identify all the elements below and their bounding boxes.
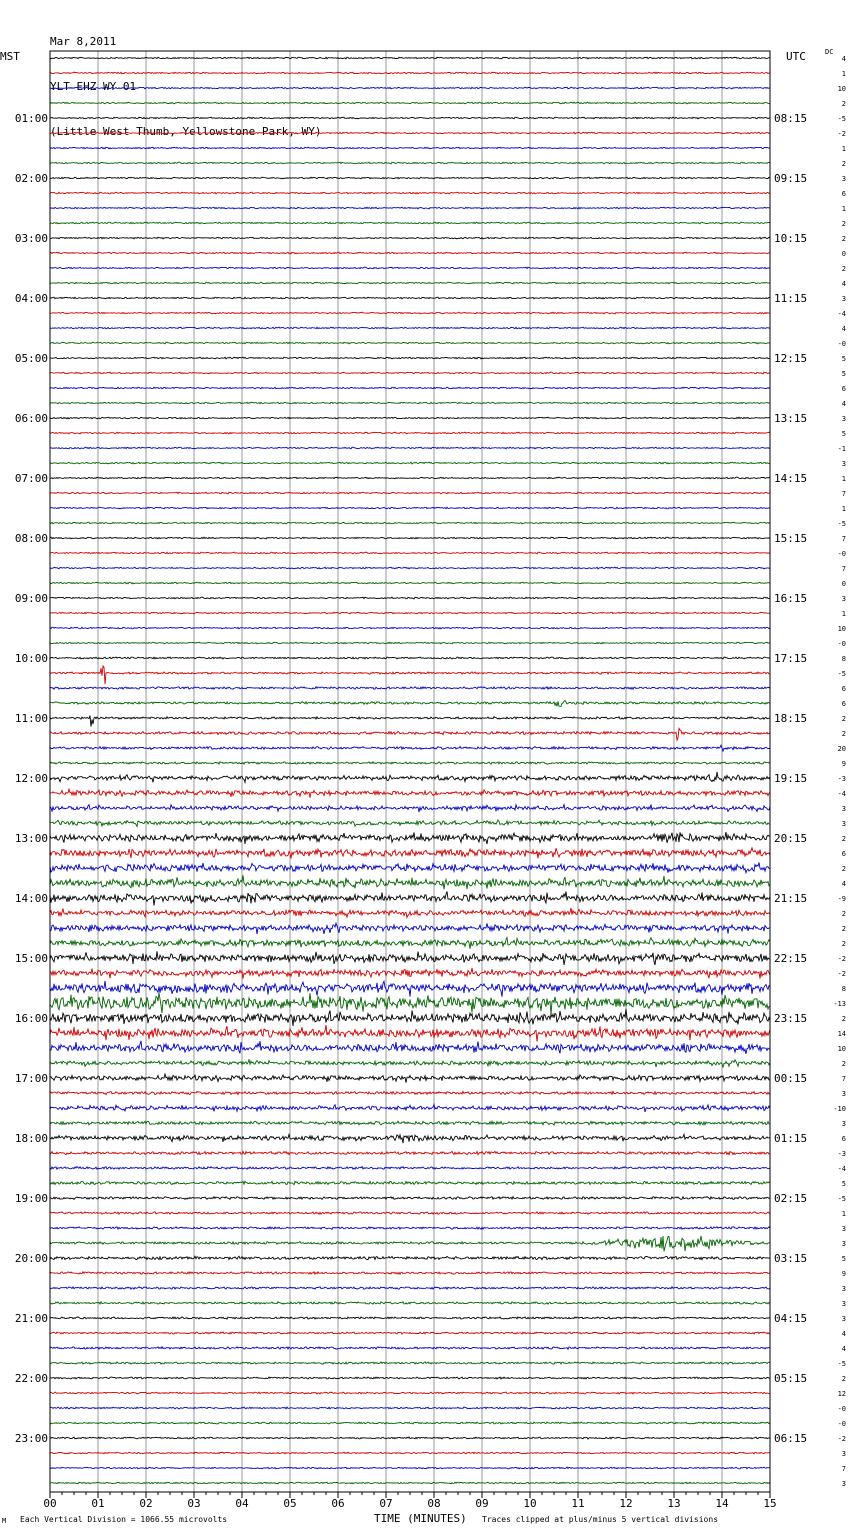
- dc-offset-label: -5: [837, 1360, 846, 1368]
- mst-hour-label: 05:00: [14, 352, 48, 365]
- trace-line: [50, 612, 770, 614]
- trace-line: [50, 1104, 770, 1112]
- dc-offset-label: 5: [841, 355, 846, 363]
- utc-hour-label: 02:15: [774, 1192, 808, 1205]
- x-tick-label: 03: [187, 1497, 201, 1510]
- trace-line: [50, 1452, 770, 1454]
- dc-offset-label: 9: [841, 1270, 846, 1278]
- trace-line: [50, 627, 770, 629]
- dc-offset-label: 3: [841, 805, 846, 813]
- mst-hour-label: 01:00: [14, 112, 48, 125]
- dc-offset-label: 4: [841, 55, 846, 63]
- mst-hour-label: 16:00: [14, 1012, 48, 1025]
- mst-hour-label: 22:00: [14, 1372, 48, 1385]
- minute-grid: [98, 51, 722, 1492]
- plot-axes: [15, 51, 846, 1510]
- footer-mark: M: [2, 1517, 7, 1525]
- trace-line: [50, 357, 770, 359]
- utc-axis-title: UTC: [786, 50, 806, 63]
- dc-offset-label: 4: [841, 325, 846, 333]
- trace-line: [50, 666, 770, 684]
- utc-hour-label: 21:15: [774, 892, 808, 905]
- x-axis-title: TIME (MINUTES): [374, 1512, 467, 1525]
- seismic-traces: [50, 57, 770, 1484]
- utc-hour-label: 09:15: [774, 172, 808, 185]
- dc-offset-label: 2: [841, 865, 846, 873]
- trace-line: [50, 1121, 770, 1125]
- mst-hour-label: 07:00: [14, 472, 48, 485]
- mst-axis-title: MST: [0, 50, 20, 63]
- utc-hour-label: 16:15: [774, 592, 808, 605]
- dc-offset-label: 10: [837, 85, 846, 93]
- mst-hour-label: 15:00: [14, 952, 48, 965]
- dc-column-title: DC: [825, 48, 834, 56]
- utc-hour-label: 15:15: [774, 532, 808, 545]
- trace-line: [50, 537, 770, 539]
- trace-line: [50, 207, 770, 209]
- dc-offset-label: -4: [837, 310, 846, 318]
- utc-hour-label: 10:15: [774, 232, 808, 245]
- trace-line: [50, 567, 770, 569]
- trace-line: [50, 805, 770, 813]
- trace-line: [50, 1151, 770, 1154]
- trace-line: [50, 908, 770, 918]
- dc-offset-label: 3: [841, 175, 846, 183]
- trace-line: [50, 820, 770, 827]
- trace-line: [50, 582, 770, 584]
- dc-offset-label: 3: [841, 1240, 846, 1248]
- dc-offset-label: 1: [841, 205, 846, 213]
- dc-offset-label: 2: [841, 910, 846, 918]
- trace-line: [50, 267, 770, 269]
- utc-hour-label: 03:15: [774, 1252, 808, 1265]
- dc-offset-label: 3: [841, 1450, 846, 1458]
- trace-line: [50, 507, 770, 509]
- mst-hour-label: 06:00: [14, 412, 48, 425]
- trace-line: [50, 968, 770, 979]
- mst-hour-label: 02:00: [14, 172, 48, 185]
- dc-offset-label: 2: [841, 835, 846, 843]
- utc-hour-label: 08:15: [774, 112, 808, 125]
- utc-hour-label: 12:15: [774, 352, 808, 365]
- trace-line: [50, 57, 770, 59]
- dc-offset-label: 7: [841, 1465, 846, 1473]
- dc-offset-label: 2: [841, 160, 846, 168]
- mst-hour-label: 08:00: [14, 532, 48, 545]
- trace-line: [50, 1362, 770, 1364]
- trace-line: [50, 492, 770, 494]
- dc-offset-label: 2: [841, 1015, 846, 1023]
- dc-offset-label: 6: [841, 385, 846, 393]
- dc-offset-label: 0: [841, 250, 846, 258]
- x-tick-label: 05: [283, 1497, 297, 1510]
- trace-line: [50, 327, 770, 329]
- trace-line: [50, 1197, 770, 1200]
- dc-offset-label: 1: [841, 145, 846, 153]
- trace-line: [50, 951, 770, 965]
- dc-offset-label: 0: [841, 580, 846, 588]
- station-location: (Little West Thumb, Yellowstone Park, WY): [50, 125, 322, 138]
- dc-offset-label: 4: [841, 1345, 846, 1353]
- trace-line: [50, 522, 770, 524]
- dc-offset-label: -2: [837, 1435, 846, 1443]
- dc-offset-label: 7: [841, 565, 846, 573]
- trace-line: [50, 162, 770, 164]
- trace-line: [50, 147, 770, 149]
- trace-line: [50, 372, 770, 374]
- trace-line: [50, 875, 770, 889]
- dc-offset-label: 6: [841, 850, 846, 858]
- dc-offset-label: 1: [841, 1210, 846, 1218]
- trace-line: [50, 132, 770, 134]
- trace-line: [50, 252, 770, 254]
- dc-offset-label: 6: [841, 685, 846, 693]
- x-tick-label: 02: [139, 1497, 153, 1510]
- trace-line: [50, 1181, 770, 1184]
- x-tick-label: 01: [91, 1497, 105, 1510]
- trace-line: [50, 432, 770, 434]
- trace-line: [50, 1074, 770, 1083]
- dc-offset-label: -13: [833, 1000, 846, 1008]
- mst-hour-label: 13:00: [14, 832, 48, 845]
- utc-hour-label: 13:15: [774, 412, 808, 425]
- trace-line: [50, 447, 770, 449]
- x-tick-label: 06: [331, 1497, 345, 1510]
- dc-offset-label: 8: [841, 655, 846, 663]
- dc-offset-label: -5: [837, 1195, 846, 1203]
- dc-offset-label: 20: [837, 745, 846, 753]
- dc-offset-label: 2: [841, 1375, 846, 1383]
- trace-line: [50, 342, 770, 344]
- plot-date: Mar 8,2011: [50, 35, 117, 48]
- trace-line: [50, 789, 770, 798]
- dc-offset-label: 5: [841, 370, 846, 378]
- trace-line: [50, 1256, 770, 1259]
- trace-line: [50, 117, 770, 119]
- trace-line: [50, 1272, 770, 1275]
- dc-offset-label: 4: [841, 400, 846, 408]
- dc-offset-label: 8: [841, 985, 846, 993]
- dc-offset-label: 2: [841, 100, 846, 108]
- x-tick-label: 12: [619, 1497, 633, 1510]
- trace-line: [50, 312, 770, 314]
- trace-line: [50, 772, 770, 782]
- trace-line: [50, 1134, 770, 1143]
- trace-line: [50, 552, 770, 554]
- dc-offset-label: 10: [837, 625, 846, 633]
- x-tick-label: 14: [715, 1497, 729, 1510]
- dc-offset-label: 9: [841, 760, 846, 768]
- dc-offset-label: 3: [841, 1300, 846, 1308]
- trace-line: [50, 402, 770, 404]
- dc-offset-label: 6: [841, 1135, 846, 1143]
- trace-line: [50, 597, 770, 599]
- mst-hour-label: 09:00: [14, 592, 48, 605]
- dc-offset-label: 2: [841, 265, 846, 273]
- dc-offset-label: -2: [837, 955, 846, 963]
- mst-hour-label: 12:00: [14, 772, 48, 785]
- dc-offset-label: 6: [841, 190, 846, 198]
- mst-hour-label: 23:00: [14, 1432, 48, 1445]
- dc-offset-label: -3: [837, 1150, 846, 1158]
- x-tick-label: 08: [427, 1497, 441, 1510]
- dc-offset-label: 3: [841, 1315, 846, 1323]
- clipping-note: Traces clipped at plus/minus 5 vertical divisions: [482, 1515, 719, 1524]
- trace-line: [50, 1212, 770, 1214]
- utc-hour-label: 04:15: [774, 1312, 808, 1325]
- trace-line: [50, 1009, 770, 1026]
- dc-offset-label: 4: [841, 880, 846, 888]
- trace-line: [50, 1302, 770, 1305]
- dc-offset-label: -2: [837, 970, 846, 978]
- dc-offset-label: -0: [837, 550, 846, 558]
- dc-offset-label: 4: [841, 1330, 846, 1338]
- utc-hour-label: 23:15: [774, 1012, 808, 1025]
- mst-hour-label: 10:00: [14, 652, 48, 665]
- trace-line: [50, 642, 770, 644]
- x-tick-label: 11: [571, 1497, 585, 1510]
- utc-hour-label: 00:15: [774, 1072, 808, 1085]
- station-code: YLT EHZ WY 01: [50, 80, 137, 93]
- dc-offset-label: 3: [841, 1480, 846, 1488]
- utc-hour-label: 19:15: [774, 772, 808, 785]
- dc-offset-label: 4: [841, 280, 846, 288]
- dc-offset-label: -5: [837, 520, 846, 528]
- trace-line: [50, 728, 770, 740]
- mst-hour-label: 04:00: [14, 292, 48, 305]
- mst-hour-label: 03:00: [14, 232, 48, 245]
- trace-line: [50, 1287, 770, 1289]
- trace-line: [50, 1407, 770, 1409]
- dc-offset-label: 3: [841, 1285, 846, 1293]
- dc-offset-label: 5: [841, 1180, 846, 1188]
- utc-hour-label: 11:15: [774, 292, 808, 305]
- trace-line: [50, 848, 770, 859]
- trace-line: [50, 1041, 770, 1054]
- dc-offset-label: 3: [841, 1120, 846, 1128]
- mst-hour-label: 18:00: [14, 1132, 48, 1145]
- trace-line: [50, 387, 770, 389]
- trace-line: [50, 1317, 770, 1319]
- dc-offset-label: 3: [841, 820, 846, 828]
- trace-line: [50, 1332, 770, 1334]
- trace-line: [50, 891, 770, 905]
- trace-line: [50, 72, 770, 74]
- trace-line: [50, 462, 770, 464]
- trace-line: [50, 1377, 770, 1379]
- trace-line: [50, 1236, 770, 1252]
- dc-offset-label: 3: [841, 1090, 846, 1098]
- dc-offset-label: -9: [837, 895, 846, 903]
- trace-line: [50, 762, 770, 764]
- trace-line: [50, 923, 770, 934]
- mst-hour-label: 14:00: [14, 892, 48, 905]
- dc-offset-label: 2: [841, 220, 846, 228]
- dc-offset-label: -0: [837, 340, 846, 348]
- trace-line: [50, 237, 770, 239]
- dc-offset-label: 2: [841, 235, 846, 243]
- trace-line: [50, 1392, 770, 1394]
- dc-offset-label: -0: [837, 1405, 846, 1413]
- trace-line: [50, 1091, 770, 1094]
- trace-line: [50, 1437, 770, 1439]
- dc-offset-label: 2: [841, 925, 846, 933]
- utc-hour-label: 20:15: [774, 832, 808, 845]
- utc-hour-label: 06:15: [774, 1432, 808, 1445]
- trace-line: [50, 192, 770, 194]
- dc-offset-label: -0: [837, 1420, 846, 1428]
- dc-offset-label: 6: [841, 700, 846, 708]
- x-tick-label: 13: [667, 1497, 681, 1510]
- mst-hour-label: 20:00: [14, 1252, 48, 1265]
- trace-line: [50, 938, 770, 949]
- dc-offset-label: 1: [841, 475, 846, 483]
- utc-hour-label: 22:15: [774, 952, 808, 965]
- dc-offset-label: -1: [837, 445, 846, 453]
- trace-line: [50, 1025, 770, 1041]
- dc-offset-label: 2: [841, 1060, 846, 1068]
- dc-offset-label: 3: [841, 415, 846, 423]
- dc-offset-label: 10: [837, 1045, 846, 1053]
- trace-line: [50, 1482, 770, 1484]
- dc-offset-label: -4: [837, 790, 846, 798]
- utc-hour-label: 17:15: [774, 652, 808, 665]
- dc-offset-label: -2: [837, 130, 846, 138]
- dc-offset-label: -5: [837, 670, 846, 678]
- dc-offset-label: -4: [837, 1165, 846, 1173]
- trace-line: [50, 87, 770, 89]
- x-tick-label: 10: [523, 1497, 537, 1510]
- trace-line: [50, 1167, 770, 1170]
- trace-line: [50, 417, 770, 419]
- dc-offset-label: 1: [841, 610, 846, 618]
- dc-offset-label: 7: [841, 490, 846, 498]
- mst-hour-label: 21:00: [14, 1312, 48, 1325]
- vertical-scale-note: Each Vertical Division = 1066.55 microvolts: [20, 1515, 228, 1524]
- utc-hour-label: 05:15: [774, 1372, 808, 1385]
- trace-line: [50, 700, 770, 706]
- dc-offset-label: -0: [837, 640, 846, 648]
- x-tick-label: 09: [475, 1497, 489, 1510]
- dc-offset-label: 5: [841, 1255, 846, 1263]
- mst-hour-label: 19:00: [14, 1192, 48, 1205]
- trace-line: [50, 657, 770, 659]
- dc-offset-label: 3: [841, 295, 846, 303]
- x-tick-label: 04: [235, 1497, 249, 1510]
- dc-offset-label: 3: [841, 1225, 846, 1233]
- mst-hour-label: 11:00: [14, 712, 48, 725]
- trace-line: [50, 1422, 770, 1424]
- trace-line: [50, 102, 770, 104]
- dc-offset-label: 2: [841, 940, 846, 948]
- dc-offset-label: 2: [841, 715, 846, 723]
- utc-hour-label: 14:15: [774, 472, 808, 485]
- dc-offset-label: -10: [833, 1105, 846, 1113]
- x-tick-label: 00: [43, 1497, 57, 1510]
- trace-line: [50, 1059, 770, 1067]
- trace-line: [50, 832, 770, 844]
- trace-line: [50, 1227, 770, 1230]
- trace-line: [50, 863, 770, 873]
- dc-offset-label: 7: [841, 1075, 846, 1083]
- dc-offset-label: 12: [837, 1390, 846, 1398]
- dc-offset-label: 14: [837, 1030, 846, 1038]
- trace-line: [50, 745, 770, 751]
- trace-line: [50, 297, 770, 299]
- dc-offset-label: 3: [841, 460, 846, 468]
- dc-offset-label: 3: [841, 595, 846, 603]
- x-tick-label: 07: [379, 1497, 393, 1510]
- dc-offset-label: 1: [841, 70, 846, 78]
- utc-hour-label: 01:15: [774, 1132, 808, 1145]
- trace-line: [50, 477, 770, 479]
- dc-offset-label: -5: [837, 115, 846, 123]
- trace-line: [50, 687, 770, 690]
- trace-line: [50, 177, 770, 179]
- dc-offset-label: -3: [837, 775, 846, 783]
- mst-hour-label: 17:00: [14, 1072, 48, 1085]
- trace-line: [50, 1467, 770, 1469]
- trace-line: [50, 981, 770, 997]
- dc-offset-label: 7: [841, 535, 846, 543]
- dc-offset-label: 2: [841, 730, 846, 738]
- trace-line: [50, 282, 770, 284]
- dc-offset-label: 1: [841, 505, 846, 513]
- dc-offset-label: 5: [841, 430, 846, 438]
- trace-line: [50, 1347, 770, 1350]
- x-tick-label: 15: [763, 1497, 777, 1510]
- trace-line: [50, 222, 770, 224]
- utc-hour-label: 18:15: [774, 712, 808, 725]
- trace-line: [50, 716, 770, 727]
